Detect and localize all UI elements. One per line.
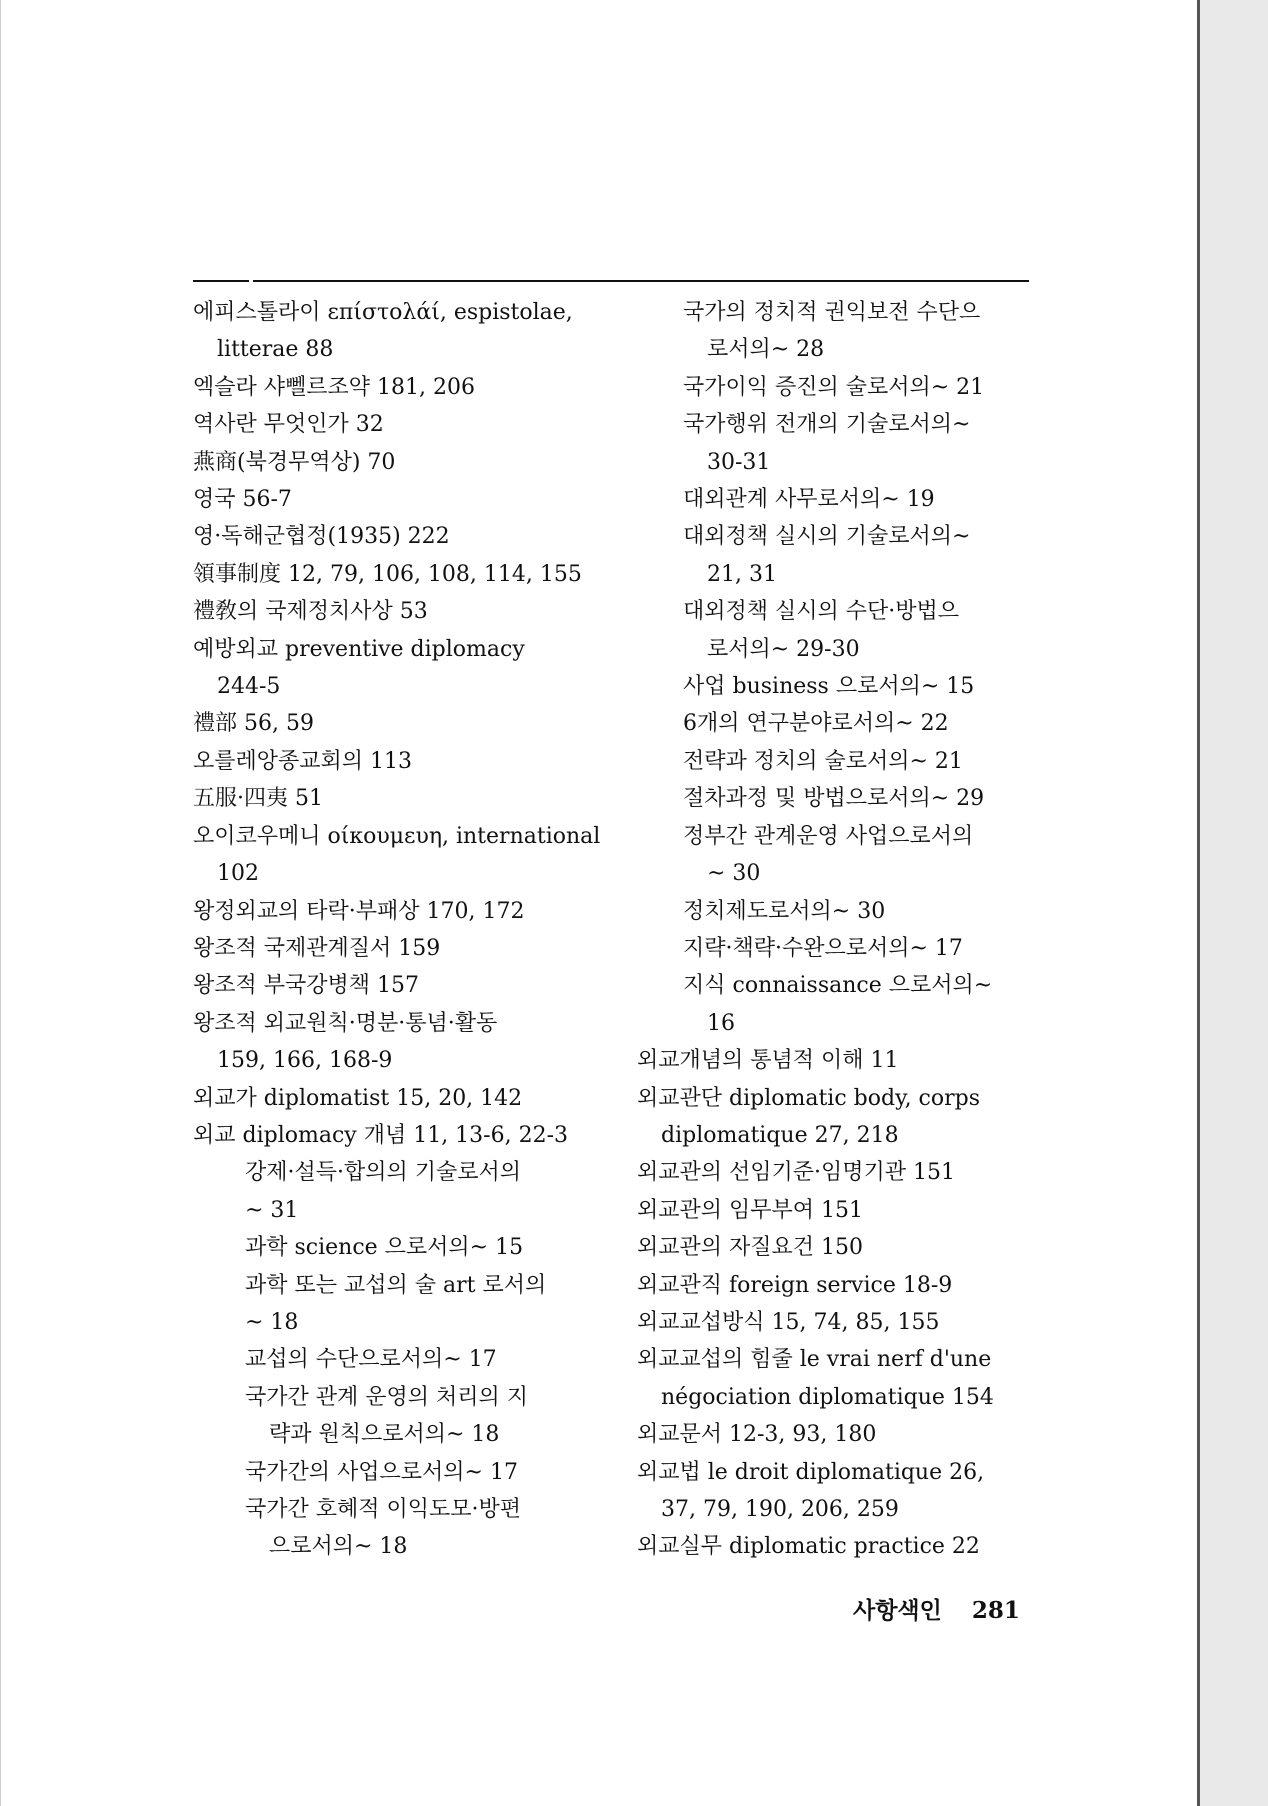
index-entry: 예방외교 preventive diplomacy (193, 636, 525, 662)
index-subentry: 대외관계 사무로서의~ 19 (683, 487, 935, 513)
index-subentry-continuation: 로서의~ 28 (707, 337, 825, 363)
index-subentry-continuation: 21, 31 (707, 561, 777, 587)
index-subentry: 지식 connaissance 으로서의~ (683, 973, 993, 999)
index-subentry: 사업 business 으로서의~ 15 (683, 674, 975, 700)
index-subentry-continuation: 으로서의~ 18 (269, 1534, 408, 1560)
index-entry-continuation: 244-5 (217, 674, 281, 700)
index-subentry: 대외정책 실시의 수단·방법으 (683, 599, 960, 625)
index-subentry: 과학 science 으로서의~ 15 (245, 1235, 524, 1261)
index-entry-continuation: 159, 166, 168-9 (217, 1048, 393, 1074)
index-entry: 禮部 56, 59 (193, 711, 314, 737)
index-entry: 역사란 무엇인가 32 (193, 412, 384, 438)
index-subentry: 전략과 정치의 술로서의~ 21 (683, 748, 963, 774)
index-subentry-continuation: 30-31 (707, 449, 771, 475)
index-subentry: 정부간 관계운영 사업으로서의 (683, 823, 974, 849)
index-subentry-continuation: ~ 31 (245, 1197, 299, 1223)
index-subentry: 6개의 연구분야로서의~ 22 (683, 711, 949, 737)
index-entry: 외교교섭방식 15, 74, 85, 155 (637, 1309, 940, 1335)
index-entry: 왕조적 외교원칙·명분·통념·활동 (193, 1010, 498, 1036)
index-subentry: 정치제도로서의~ 30 (683, 898, 886, 924)
index-entry-continuation: litterae 88 (217, 337, 334, 363)
index-subentry: 교섭의 수단으로서의~ 17 (245, 1347, 497, 1373)
index-entry: 외교관의 자질요건 150 (637, 1235, 863, 1261)
index-entry: 외교교섭의 힘줄 le vrai nerf d'une (637, 1347, 992, 1373)
index-entry: 오를레앙종교회의 113 (193, 748, 413, 774)
index-entry: 외교가 diplomatist 15, 20, 142 (193, 1085, 523, 1111)
index-entry: 왕정외교의 타락·부패상 170, 172 (193, 898, 525, 924)
index-entry: 외교관직 foreign service 18-9 (637, 1272, 953, 1298)
index-subentry: 절차과정 및 방법으로서의~ 29 (683, 786, 985, 812)
index-subentry-continuation: 16 (707, 1010, 735, 1036)
index-entry: 영·독해군협정(1935) 222 (193, 524, 450, 550)
index-entry: 엑슬라 샤뻴르조약 181, 206 (193, 374, 475, 400)
index-entry-continuation: négociation diplomatique 154 (661, 1384, 994, 1410)
index-subentry: 지략·책략·수완으로서의~ 17 (683, 935, 963, 961)
index-subentry: 과학 또는 교섭의 술 art 로서의 (245, 1272, 547, 1298)
index-entry: 왕조적 부국강병책 157 (193, 973, 419, 999)
index-subentry-continuation: ~ 30 (707, 861, 761, 887)
index-entry: 외교관단 diplomatic body, corps (637, 1085, 981, 1111)
index-subentry: 국가간 호혜적 이익도모·방편 (245, 1497, 522, 1522)
index-subentry: 국가의 정치적 권익보전 수단으 (683, 300, 981, 325)
index-entry: 왕조적 국제관계질서 159 (193, 935, 441, 961)
running-footer-title: 사항색인 (853, 1597, 942, 1624)
index-entry-continuation: 37, 79, 190, 206, 259 (661, 1497, 899, 1522)
index-subentry-continuation: ~ 18 (245, 1309, 299, 1335)
index-subentry: 대외정책 실시의 기술로서의~ (683, 524, 971, 550)
page-number: 281 (971, 1597, 1020, 1624)
right-index-column (637, 294, 1033, 1566)
index-entry: 오이코우메니 οίκουμευη, international (193, 823, 601, 849)
index-subentry: 국가간의 사업으로서의~ 17 (245, 1459, 518, 1485)
index-entry: 禮敎의 국제정치사상 53 (193, 599, 428, 625)
header-rule-short (193, 280, 249, 282)
index-subentry: 국가행위 전개의 기술로서의~ (683, 412, 971, 438)
index-subentry-continuation: 략과 원칙으로서의~ 18 (269, 1422, 500, 1448)
index-entry-continuation: 102 (217, 861, 259, 887)
index-entry: 외교법 le droit diplomatique 26, (637, 1459, 985, 1485)
index-entry: 외교관의 선임기준·임명기관 151 (637, 1160, 955, 1186)
index-subentry-continuation: 로서의~ 29-30 (707, 636, 860, 662)
page-footer (853, 1592, 1020, 1625)
index-entry: 외교문서 12-3, 93, 180 (637, 1422, 877, 1448)
index-entry: 외교 diplomacy 개념 11, 13-6, 22-3 (193, 1122, 569, 1148)
index-subentry: 국가이익 증진의 술로서의~ 21 (683, 374, 985, 400)
index-entry: 외교관의 임무부여 151 (637, 1197, 863, 1223)
index-entry: 영국 56-7 (193, 487, 292, 513)
index-entry: 燕商(북경무역상) 70 (193, 449, 396, 475)
index-subentry: 강제·설득·합의의 기술로서의 (245, 1160, 522, 1186)
left-index-column (193, 294, 601, 1566)
index-entry: 외교개념의 통념적 이해 11 (637, 1048, 899, 1074)
index-entry-continuation: diplomatique 27, 218 (661, 1122, 899, 1148)
index-entry: 五服·四夷 51 (193, 786, 323, 812)
index-entry: 領事制度 12, 79, 106, 108, 114, 155 (193, 561, 582, 587)
index-subentry: 국가간 관계 운영의 처리의 지 (245, 1384, 528, 1410)
header-rule-long (253, 280, 1029, 282)
index-entry: 에피스톨라이 επίστολάί, espistolae, (193, 300, 573, 325)
index-entry: 외교실무 diplomatic practice 22 (637, 1534, 980, 1560)
